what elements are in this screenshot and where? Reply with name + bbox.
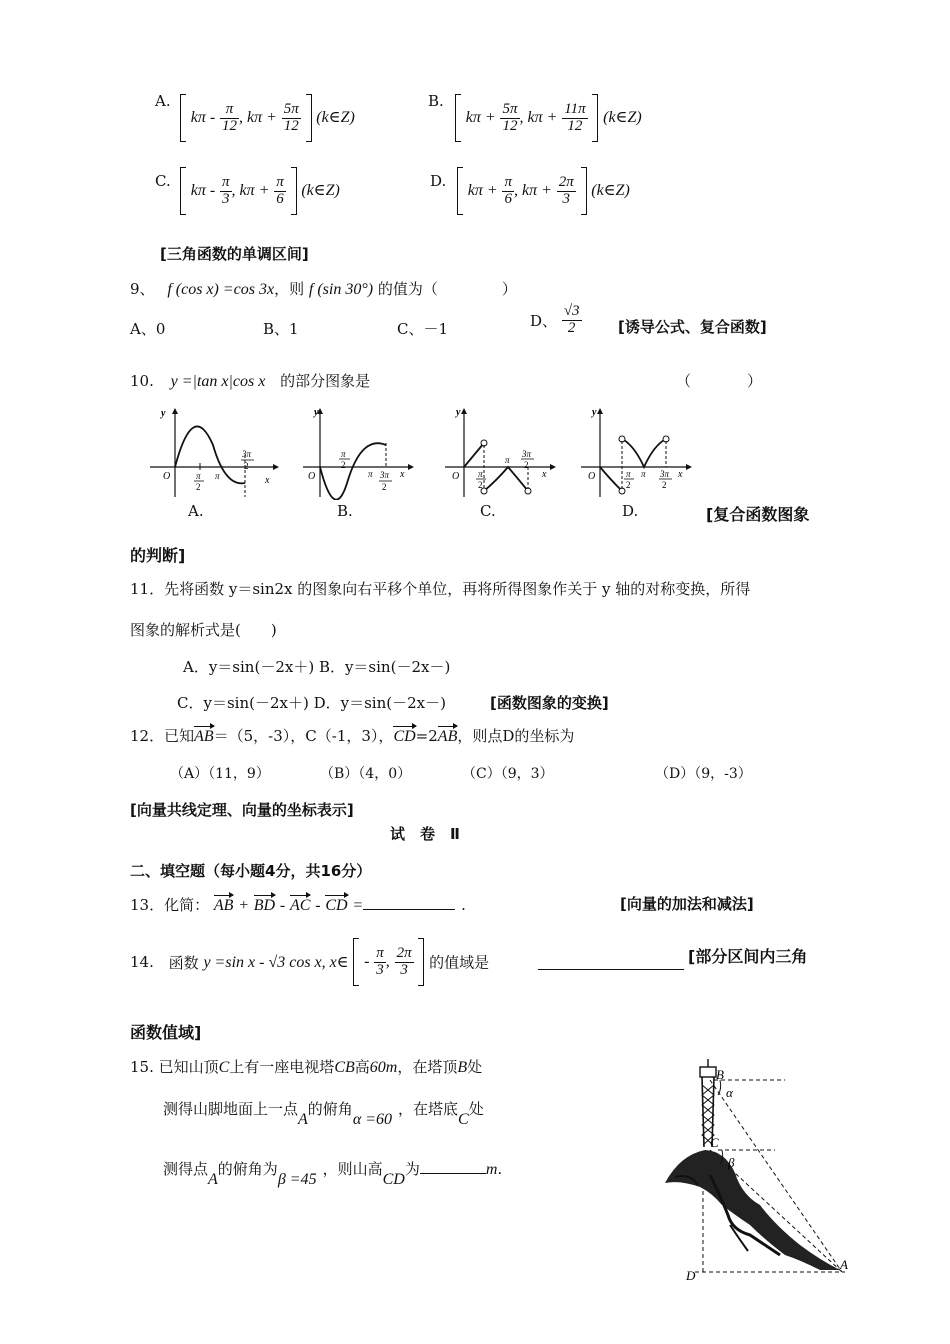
q14-number: 14.	[130, 953, 154, 971]
q8-d-suffix: (k∈Z)	[591, 182, 630, 199]
q8-d-mid: , kπ +	[514, 182, 552, 199]
frac-den: 12	[222, 117, 238, 134]
q10-graph-b	[300, 405, 415, 500]
tick-pi2-num: π	[478, 469, 483, 479]
q8-option-b-expr	[455, 94, 642, 142]
fraction	[220, 175, 232, 208]
angle-alpha: α =60	[352, 1111, 393, 1128]
tick-pi2-den: 2	[196, 482, 201, 492]
bracket	[180, 167, 186, 215]
section-heading: 二、填空题（每小题4分，共16分）	[130, 862, 372, 880]
q14-post: 的值域是	[429, 953, 490, 972]
tick-3pi2-den: 2	[524, 460, 529, 470]
point-a: A	[208, 1171, 218, 1188]
origin-label: O	[452, 471, 460, 482]
axis-y-label: y	[592, 407, 597, 418]
q10-graph-a	[145, 405, 280, 500]
q9-option-b: B、1	[263, 320, 299, 338]
tick-3pi2-den: 2	[244, 461, 249, 471]
tag-q10-part1: [复合函数图象	[706, 505, 810, 524]
label-a: A	[840, 1257, 848, 1272]
vector-cd: CD	[393, 724, 415, 746]
q15-line2	[163, 1098, 484, 1128]
fraction	[395, 946, 414, 979]
point-c: C	[218, 1059, 230, 1076]
frac-num: 5π	[502, 100, 518, 117]
axis-y-label: y	[314, 407, 319, 418]
q14-expr: y =sin x - √3 cos x, x∈	[203, 954, 349, 971]
bracket	[592, 94, 598, 142]
segment-cb: CB	[334, 1059, 355, 1076]
tick-pi2-den: 2	[626, 480, 631, 490]
q9-expr2: f (sin 30°)	[308, 281, 374, 298]
q10-graph-c	[442, 405, 557, 500]
segment-cd: CD	[382, 1171, 405, 1188]
frac-den: 3	[376, 961, 384, 978]
q8-a-suffix: (k∈Z)	[316, 109, 355, 126]
fraction	[220, 102, 239, 135]
vector-ac: AC	[290, 893, 310, 915]
q9-expr1: f (cos x) =cos 3x	[167, 281, 275, 298]
axis-x-label: x	[400, 469, 405, 480]
q13-pre: 13．化简：	[130, 896, 210, 914]
q12-option-a: （A）（11，9）	[170, 766, 270, 782]
frac-num: 5π	[283, 100, 299, 117]
origin-label: O	[163, 471, 171, 482]
q11-options-ab: A．y＝sin(－2x＋) B．y＝sin(－2x－)	[183, 658, 451, 676]
tag-q12: [向量共线定理、向量的坐标表示]	[130, 801, 354, 819]
vector-ab: AB	[214, 893, 234, 915]
q8-d-pre: kπ +	[467, 182, 498, 199]
q15-text: 处	[467, 1058, 483, 1076]
frac-den: 3	[562, 190, 570, 207]
q10-answer-paren	[676, 370, 762, 391]
vector-ab: AB	[194, 724, 214, 746]
q9-tail: 的值为（	[377, 280, 438, 298]
q15-text: 测得点	[163, 1160, 209, 1178]
label-d: D	[686, 1268, 696, 1283]
fraction	[562, 102, 587, 135]
vector-bd: BD	[254, 893, 275, 915]
q12-part4: ，则点D的坐标为	[457, 727, 575, 745]
bracket	[180, 94, 186, 142]
point-c: C	[458, 1111, 469, 1128]
label-c: C	[710, 1135, 719, 1150]
frac-num: π	[220, 102, 239, 119]
op-minus: -	[279, 897, 286, 914]
tag-q9: [诱导公式、复合函数]	[618, 318, 767, 336]
q14-neg: -	[364, 953, 370, 970]
frac-num: 2π	[396, 944, 412, 961]
point-a: A	[298, 1111, 308, 1128]
frac-den: 6	[504, 190, 512, 207]
frac-den: 2	[567, 319, 576, 336]
q8-c-label: C.	[155, 172, 171, 190]
q8-option-a-expr	[180, 94, 355, 142]
fraction	[557, 175, 576, 208]
q15-text: 测得山脚地面上一点	[163, 1100, 299, 1118]
q9-option-c: C、－1	[397, 320, 449, 338]
q8-option-a	[155, 92, 171, 110]
tick-pi: π	[215, 471, 220, 481]
q8-a-label: A.	[155, 92, 171, 110]
q8-b-mid: , kπ +	[519, 109, 558, 126]
height-value: 60m	[369, 1059, 398, 1076]
q10-label-b: B.	[337, 502, 353, 520]
tag-q8: [三角函数的单调区间]	[160, 245, 309, 263]
frac-den: 12	[502, 117, 518, 134]
tick-pi: π	[641, 469, 646, 479]
op-plus: +	[238, 897, 249, 914]
tag-q10-part2: 的判断]	[130, 546, 186, 565]
q8-a-mid: , kπ +	[239, 109, 277, 126]
tick-3pi2-den: 2	[382, 482, 387, 492]
q10-label-d: D.	[622, 502, 639, 520]
q8-a-pre: kπ -	[190, 109, 216, 126]
tick-3pi2-num: 3π	[660, 469, 670, 479]
q12-option-c: （C）（9，3）	[462, 766, 554, 782]
tick-pi: π	[368, 469, 373, 479]
q12-part3: =2	[415, 727, 438, 745]
q9-stem	[130, 278, 517, 299]
q15-text: 上有一座电视塔	[229, 1058, 335, 1076]
q10-text: 的部分图象是	[280, 372, 371, 390]
fraction	[374, 946, 386, 979]
tag-q14-part2: 函数值域]	[130, 1023, 202, 1042]
q15-text: 高	[354, 1058, 370, 1076]
bracket	[455, 94, 461, 142]
q8-b-pre: kπ +	[465, 109, 496, 126]
bracket	[457, 167, 463, 215]
q10-graph-d	[578, 405, 693, 500]
axis-x-label: x	[678, 469, 683, 480]
label-beta: β	[728, 1155, 735, 1170]
origin-label: O	[308, 471, 316, 482]
q8-b-suffix: (k∈Z)	[603, 109, 642, 126]
bracket	[353, 938, 359, 986]
q9-option-d	[530, 304, 582, 337]
q15-text: 为	[404, 1160, 420, 1178]
fraction	[562, 304, 582, 337]
tick-pi2-num: π	[626, 469, 631, 479]
frac-num: π	[504, 173, 512, 190]
tick-3pi2-num: 3π	[242, 449, 252, 459]
q10-number: 10.	[130, 372, 154, 390]
frac-den: 6	[276, 190, 284, 207]
tick-pi2-den: 2	[478, 480, 483, 490]
tick-3pi2-num: 3π	[380, 470, 390, 480]
q8-option-c-expr	[180, 167, 340, 215]
q10-expr: y =|tan x|cos x	[170, 373, 266, 390]
q15-line3	[163, 1158, 503, 1188]
q15-text: ，在塔顶	[397, 1058, 458, 1076]
bracket	[291, 167, 297, 215]
axis-y-label: y	[161, 408, 166, 419]
axis-x-label: x	[265, 475, 270, 486]
q9-option-a: A、0	[130, 320, 166, 338]
answer-blank[interactable]	[420, 1173, 486, 1174]
bracket	[581, 167, 587, 215]
paren-open: （	[676, 372, 692, 390]
q15-text: 的俯角为	[217, 1160, 278, 1178]
q12-option-d: （D）（9，-3）	[655, 766, 752, 782]
q15-text: 处	[468, 1100, 484, 1118]
period: .	[497, 1160, 503, 1178]
q14-answer-blank[interactable]	[538, 969, 684, 970]
tag-q11: [函数图象的变换]	[490, 694, 609, 712]
frac-num: 11π	[564, 100, 586, 117]
axis-x-label: x	[542, 469, 547, 480]
q15-text: 的俯角	[307, 1100, 353, 1118]
vector-cd: CD	[325, 893, 347, 915]
bracket	[418, 938, 424, 986]
q9-d-label: D、	[530, 311, 558, 330]
q8-c-suffix: (k∈Z)	[301, 182, 340, 199]
q15-text: ，则山高	[322, 1160, 383, 1178]
q12-stem	[130, 724, 574, 746]
axis-y-label: y	[456, 407, 461, 418]
q15-figure	[650, 1055, 865, 1285]
q12-part2: ＝（5，-3），C（-1，3），	[213, 727, 394, 745]
frac-num: 2π	[558, 173, 574, 190]
tick-pi2-den: 2	[341, 460, 346, 470]
q11-line2: 图象的解析式是( )	[130, 621, 277, 639]
tick-pi2-num: π	[196, 471, 201, 481]
frac-den: 12	[283, 117, 299, 134]
fraction	[500, 102, 519, 135]
answer-blank[interactable]	[363, 909, 455, 910]
point-b: B	[457, 1059, 468, 1076]
frac-den: 12	[567, 117, 583, 134]
q14-pre: 函数	[168, 953, 199, 972]
q15-line1	[130, 1056, 482, 1077]
q13-stem	[130, 893, 466, 915]
q11-options-cd: C．y＝sin(－2x＋) D．y＝sin(－2x－)	[177, 694, 446, 712]
frac-den: 3	[400, 961, 408, 978]
q15-text: ，在塔底	[398, 1100, 459, 1118]
frac-num: π	[276, 173, 284, 190]
q14-stem: 14. 函数 y =sin x - √3 cos x, x∈ - $\frac{\pi}{3}$ , $\frac{2\pi}{3}$ 的值域是	[130, 938, 489, 986]
paren-close: ）	[747, 372, 763, 390]
fraction	[502, 175, 514, 208]
q8-b-label: B.	[428, 92, 444, 110]
q9-number: 9、	[130, 280, 155, 298]
q12-option-b: （B）（4，0）	[320, 766, 412, 782]
bracket	[306, 94, 312, 142]
tag-q14-part1: [部分区间内三角	[688, 947, 808, 966]
q10-label-c: C.	[480, 502, 496, 520]
label-alpha: α	[726, 1085, 733, 1100]
origin-label: O	[588, 471, 596, 482]
tick-3pi2-num: 3π	[522, 449, 532, 459]
q9-mid: ，则	[274, 280, 305, 298]
fraction	[282, 102, 301, 135]
vector-ab: AB	[438, 724, 458, 746]
tick-pi2-num: π	[341, 449, 346, 459]
q8-c-mid: , kπ +	[231, 182, 270, 199]
q8-option-d	[430, 172, 446, 190]
frac-den: 3	[222, 190, 230, 207]
q8-option-b	[428, 92, 444, 110]
tick-3pi2-den: 2	[662, 480, 667, 490]
q8-c-pre: kπ -	[190, 182, 216, 199]
tick-pi: π	[505, 455, 510, 465]
frac-num: π	[222, 173, 230, 190]
frac-num: √3	[563, 303, 580, 319]
q11-line1: 11．先将函数 y＝sin2x 的图象向右平移个单位，再将所得图象作关于 y 轴的对称变换，所得	[130, 580, 751, 598]
q8-d-label: D.	[430, 172, 447, 190]
q12-pre: 12．已知	[130, 727, 195, 745]
q8-option-d-expr	[457, 167, 630, 215]
section-title: 试 卷 Ⅱ	[390, 825, 460, 843]
q9-close: ）	[501, 280, 517, 298]
op-equals: =	[352, 897, 364, 914]
period: .	[461, 896, 466, 914]
op-minus: -	[315, 897, 321, 914]
frac-num: π	[376, 944, 384, 961]
q15-text: 15. 已知山顶	[130, 1058, 219, 1076]
fraction	[274, 175, 286, 208]
q10-stem	[130, 370, 370, 391]
label-b: B	[716, 1067, 724, 1082]
q10-label-a: A.	[188, 502, 204, 520]
tag-q13: [向量的加法和减法]	[620, 895, 754, 913]
angle-beta: β =45	[277, 1171, 317, 1188]
unit-m: m	[485, 1161, 498, 1178]
q8-option-c	[155, 172, 171, 190]
